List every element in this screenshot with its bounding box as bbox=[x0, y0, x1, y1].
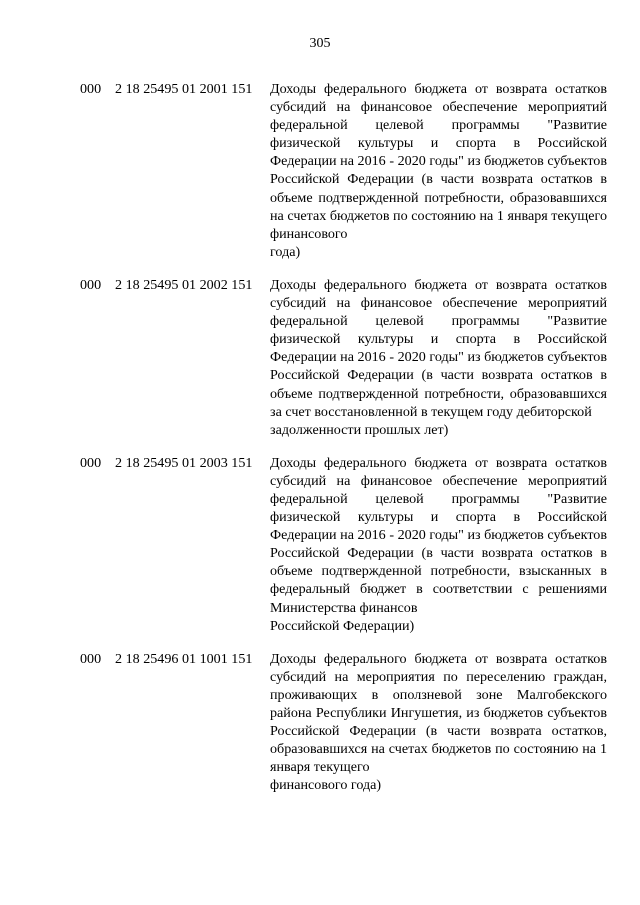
admin-code: 000 bbox=[80, 650, 102, 667]
description-last-line: года) bbox=[270, 243, 301, 260]
description-last-line: финансового года) bbox=[270, 777, 382, 794]
table-row bbox=[0, 650, 640, 795]
budget-classification-code: 2 18 25495 01 2002 151 bbox=[115, 276, 253, 293]
table-row bbox=[0, 80, 640, 261]
budget-classification-code: 2 18 25495 01 2003 151 bbox=[115, 454, 253, 471]
income-description bbox=[270, 276, 607, 439]
budget-classification-code: 2 18 25496 01 1001 151 bbox=[115, 650, 253, 667]
income-description bbox=[270, 454, 607, 635]
admin-code: 000 bbox=[80, 454, 102, 471]
page-number: 305 bbox=[309, 36, 331, 51]
description-text: Доходы федерального бюджета от возврата остатков субсидий на финансовое обеспечение мероприятий федеральной целевой программы "Развитие физической культуры и спорта в Российской Федерации на 2016 - 2020 годы" из бюджетов субъектов Российской Федерации (в части возврата остатков в объеме подтвержденной потребности, образовавшихся за счет восстановленной в текущем году дебиторской bbox=[270, 276, 607, 420]
admin-code: 000 bbox=[80, 276, 102, 293]
table-row bbox=[0, 276, 640, 439]
table-row bbox=[0, 454, 640, 635]
description-text: Доходы федерального бюджета от возврата остатков субсидий на финансовое обеспечение мероприятий федеральной целевой программы "Развитие физической культуры и спорта в Российской Федерации на 2016 - 2020 годы" из бюджетов субъектов Российской Федерации (в части возврата остатков в объеме подтвержденной потребности, взысканных в федеральный бюджет в соответствии с решениями Министерства финансов bbox=[270, 454, 607, 616]
description-text: Доходы федерального бюджета от возврата остатков субсидий на финансовое обеспечение мероприятий федеральной целевой программы "Развитие физической культуры и спорта в Российской Федерации на 2016 - 2020 годы" из бюджетов субъектов Российской Федерации (в части возврата остатков в объеме подтвержденной потребности, образовавшихся на счетах бюджетов по состоянию на 1 января текущего финансового bbox=[270, 81, 607, 242]
description-text: Доходы федерального бюджета от возврата остатков субсидий на мероприятия по переселению граждан, проживающих в оползневой зоне Малгобекского района Республики Ингушетия, из бюджетов субъектов Российской Федерации (в части возврата остатков, образовавшихся на счетах бюджетов по состоянию на 1 января текущего bbox=[270, 650, 607, 776]
description-last-line: задолженности прошлых лет) bbox=[270, 421, 449, 438]
budget-classification-code: 2 18 25495 01 2001 151 bbox=[115, 81, 253, 97]
description-last-line: Российской Федерации) bbox=[270, 617, 415, 634]
classification-table bbox=[0, 80, 640, 794]
admin-code: 000 bbox=[80, 81, 102, 97]
income-description bbox=[270, 80, 607, 261]
income-description bbox=[270, 650, 607, 795]
